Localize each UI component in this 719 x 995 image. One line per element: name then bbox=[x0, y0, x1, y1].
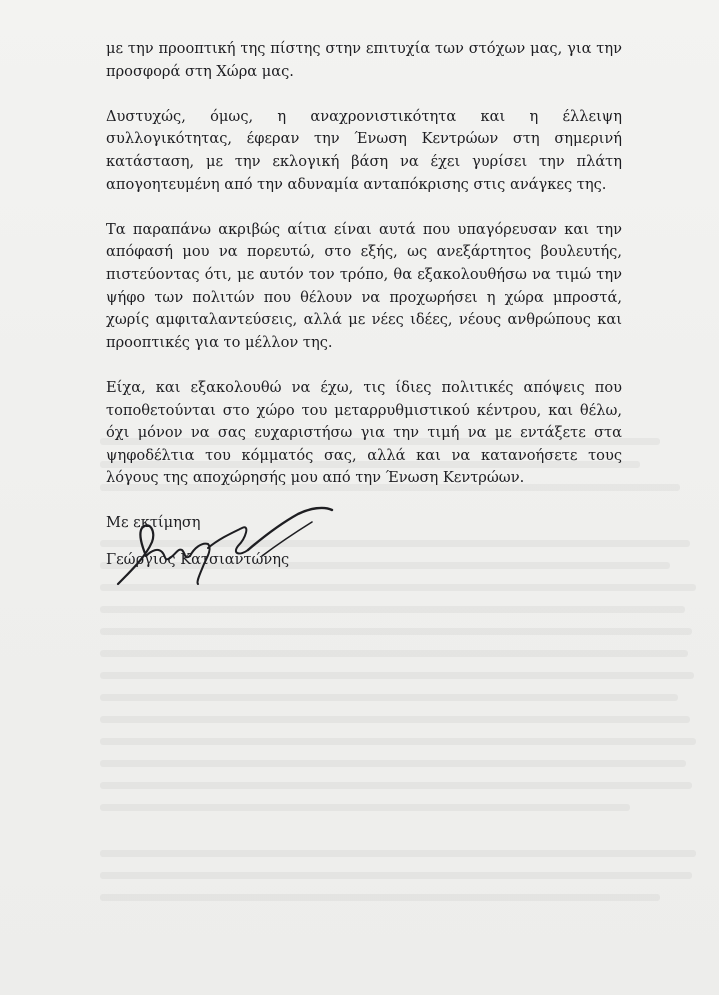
signature-icon bbox=[112, 498, 342, 588]
letter-body bbox=[106, 38, 622, 572]
paragraph-1: με την προοπτική της πίστης στην επιτυχία των στόχων μας, για την προσφορά στη Χώρα μας. bbox=[106, 40, 622, 80]
closing-salutation: Με εκτίμηση bbox=[106, 514, 201, 532]
paragraph-2: Δυστυχώς, όμως, η αναχρονιστικότητα και η έλλειψη συλλογικότητας, έφεραν την Ένωση Κεντρώων στη σημερινή κατάσταση, με την εκλογική βάση να έχει γυρίσει την πλάτη απογοητευμένη από την αδυναμία ανταπόκρισης στις ανάγκες της. bbox=[106, 107, 622, 193]
paragraph-3: Τα παραπάνω ακριβώς αίτια είναι αυτά που υπαγόρευσαν και την απόφασή μου να πορευτώ, στο εξής, ως ανεξάρτητος βουλευτής, πιστεύοντας ότι, με αυτόν τον τρόπο, θα εξακολουθήσω να τιμώ την ψήφο των πολιτών που θέλουν να προχωρήσει η χώρα μπροστά, χωρίς αμφιταλαντεύσεις, αλλά με νέες ιδέες, νέους ανθρώπους και προοπτικές για το μέλλον της. bbox=[106, 220, 622, 351]
paragraph-4: Είχα, και εξακολουθώ να έχω, τις ίδιες πολιτικές απόψεις που τοποθετούνται στο χώρο του μεταρρυθμιστικού κέντρου, και θέλω, όχι μόνον να σας ευχαριστήσω για την τιμή να με εντάξετε στα ψηφοδέλτια του κόμματός σας, αλλά και να κατανοήσετε τους λόγους της αποχώρησής μου από την Ένωση Κεντρώων. bbox=[106, 378, 622, 487]
signatory-name: Γεώργιος Κατσιαντώνης bbox=[106, 551, 290, 569]
handwritten-signature bbox=[112, 498, 342, 588]
